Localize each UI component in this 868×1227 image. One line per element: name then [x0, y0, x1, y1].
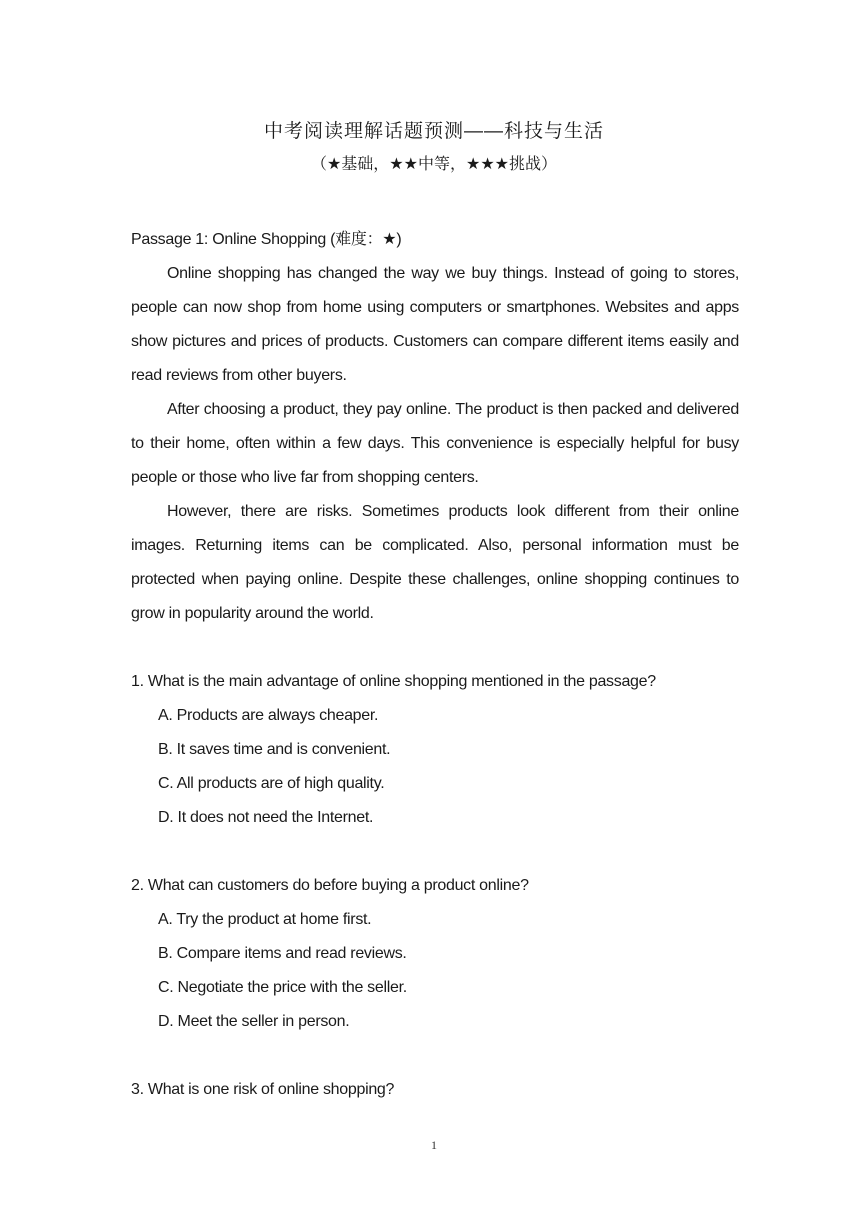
question-text: 1. What is the main advantage of online shopping mentioned in the passage? [131, 673, 656, 690]
question-3 [131, 1073, 739, 1107]
option-a: A. Products are always cheaper. [158, 707, 379, 724]
question-text: 3. What is one risk of online shopping? [131, 1081, 395, 1098]
option-c: C. All products are of high quality. [158, 775, 385, 792]
page-number: 1 [431, 1138, 437, 1152]
question-text: 2. What can customers do before buying a product online? [131, 877, 529, 894]
passage-paragraph-3: However, there are risks. Sometimes products look different from their online images. Returning items can be complicated. Also, personal information must be protected when paying online. Despite these challenges, online shopping continues to grow in popularity around the world. [131, 503, 739, 622]
difficulty-legend: （★基础，★★中等，★★★挑战） [310, 156, 558, 173]
option-a: A. Try the product at home first. [158, 911, 372, 928]
question-1 [131, 665, 739, 835]
option-b: B. It saves time and is convenient. [158, 741, 391, 758]
passage-paragraph-1: Online shopping has changed the way we buy things. Instead of going to stores, people can now shop from home using computers or smartphones. Websites and apps show pictures and prices of products. Customers can compare different items easily and read reviews from other buyers. [131, 265, 739, 384]
document-title: 中考阅读理解话题预测——科技与生活 [263, 121, 604, 142]
document-body [131, 223, 739, 1107]
option-b: B. Compare items and read reviews. [158, 945, 407, 962]
option-d: D. Meet the seller in person. [158, 1013, 350, 1030]
option-d: D. It does not need the Internet. [158, 809, 374, 826]
passage-paragraph-2: After choosing a product, they pay online. The product is then packed and delivered to their home, often within a few days. This convenience is especially helpful for busy people or those who live far from shopping centers. [131, 401, 739, 486]
passage-heading: Passage 1: Online Shopping (难度：★) [131, 231, 402, 248]
question-2 [131, 869, 739, 1039]
option-c: C. Negotiate the price with the seller. [158, 979, 407, 996]
